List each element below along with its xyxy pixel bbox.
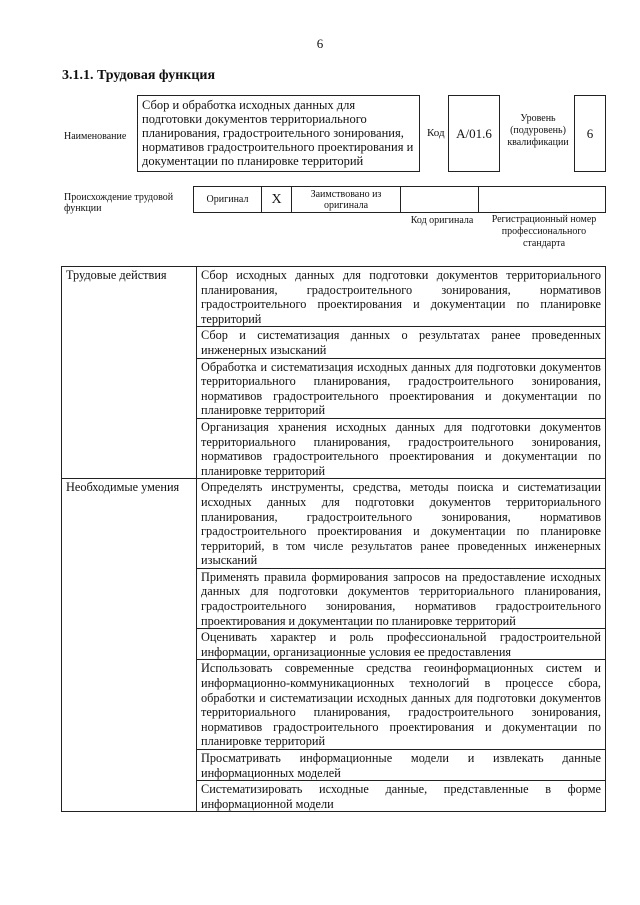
function-name-box: Сбор и обработка исходных данных для подготовки документов территориального планирования, градостроительного зонирования, нормативов градостроительного проектирования и документации по планировке территорий — [137, 95, 420, 172]
name-label: Наименование — [64, 131, 127, 142]
origin-original-cell: Оригинал — [193, 186, 262, 213]
level-value-box: 6 — [574, 95, 606, 172]
table-row — [62, 479, 606, 569]
table-cell: Использовать современные средства геоинформационных систем и информационно-коммуникационных технологий в процессе сбора, обработки и систематизации исходных данных для подготовки документов территориального планирования, градостроительного зонирования, нормативов градостроительного проектирования и документации по планировке территорий — [197, 660, 606, 750]
origin-mark-cell: X — [261, 186, 292, 213]
table-cell: Сбор исходных данных для подготовки документов территориального планирования, градостроительного зонирования, нормативов градостроительного проектирования и документации по планировке территорий — [197, 267, 606, 327]
functions-table — [61, 266, 606, 812]
origin-label: Происхождение трудовой функции — [64, 192, 174, 214]
table-cell: Просматривать информационные модели и извлекать данные информационных моделей — [197, 750, 606, 781]
table-cell: Применять правила формирования запросов на предоставление исходных данных для подготовки документов территориального планирования, градостроительного зонирования, нормативов градостроительного проектирования и документации по планировке территорий — [197, 568, 606, 628]
origin-reg-cell — [478, 186, 606, 213]
table-cell: Систематизировать исходные данные, представленные в форме информационной модели — [197, 781, 606, 812]
section-title-cell: Трудовые действия — [62, 267, 197, 479]
table-cell: Определять инструменты, средства, методы поиска и систематизации исходных данных для подготовки документов территориального планирования, градостроительного зонирования, нормативов градостроительного проектирования и документации по планировке территорий, в том числе результатов ранее проведенных инженерных изысканий — [197, 479, 606, 569]
code-value-box: А/01.6 — [448, 95, 500, 172]
table-cell: Обработка и систематизация исходных данных для подготовки документов территориального планирования, градостроительного зонирования, нормативов градостроительного проектирования и документации по планировке территорий — [197, 358, 606, 418]
caption-code: Код оригинала — [410, 215, 474, 226]
page-number: 6 — [316, 36, 324, 51]
table-row — [62, 267, 606, 327]
caption-reg: Регистрационный номер профессионального стандарта — [491, 214, 597, 249]
origin-borrowed-cell: Заимствовано из оригинала — [291, 186, 401, 213]
table-cell: Организация хранения исходных данных для подготовки документов территориального планирования, градостроительного зонирования, нормативов градостроительного проектирования и документации по планировке территорий — [197, 418, 606, 478]
level-label: Уровень (подуровень) квалификации — [507, 113, 569, 148]
code-label: Код — [427, 127, 445, 139]
section-title: 3.1.1. Трудовая функция — [62, 68, 216, 83]
origin-grid — [194, 186, 606, 213]
section-title-cell: Необходимые умения — [62, 479, 197, 812]
table-cell: Оценивать характер и роль профессиональной градостроительной информации, организационные условия ее предоставления — [197, 629, 606, 660]
origin-code-cell — [400, 186, 479, 213]
table-cell: Сбор и систематизация данных о результатах ранее проведенных инженерных изысканий — [197, 327, 606, 358]
